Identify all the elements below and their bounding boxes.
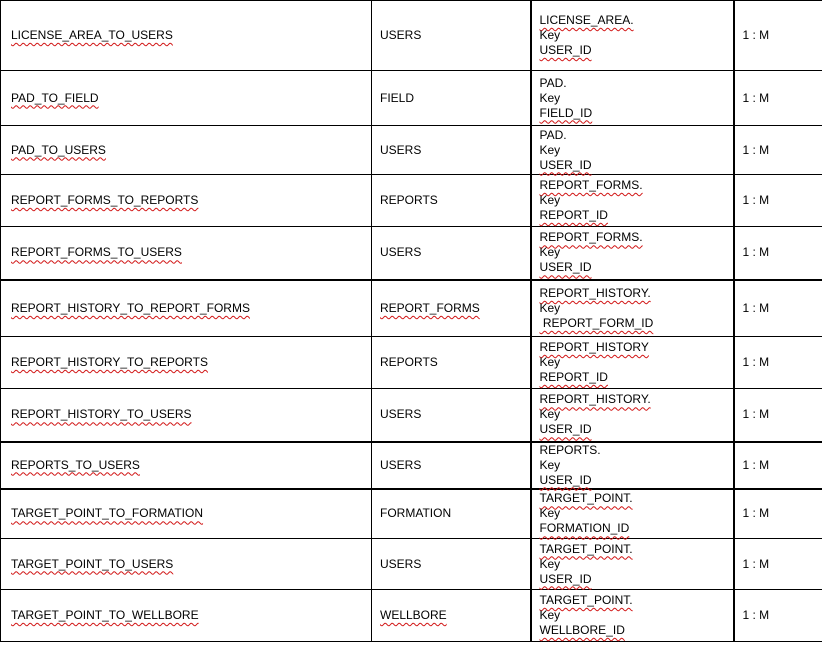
key-cell bbox=[531, 337, 734, 389]
relationship-name-cell bbox=[1, 227, 372, 280]
key-column: USER_ID bbox=[539, 472, 592, 487]
cardinality: 1 : M bbox=[742, 28, 770, 42]
relationship-name-cell bbox=[1, 489, 372, 539]
cardinality-cell bbox=[734, 337, 822, 389]
table-row bbox=[1, 489, 822, 539]
relationship-name: REPORT_HISTORY_TO_REPORTS bbox=[11, 355, 208, 369]
relationship-name-cell bbox=[1, 337, 372, 389]
table-row bbox=[1, 1, 822, 71]
table-row bbox=[1, 442, 822, 489]
table-row bbox=[1, 389, 822, 442]
key-word: Key bbox=[539, 90, 561, 105]
related-table-cell bbox=[372, 280, 531, 337]
key-cell bbox=[531, 389, 734, 442]
cardinality: 1 : M bbox=[742, 193, 770, 207]
relationship-name-cell bbox=[1, 590, 372, 642]
key-column: WELLBORE_ID bbox=[539, 623, 625, 637]
table-row bbox=[1, 71, 822, 126]
related-table: USERS bbox=[380, 407, 422, 422]
key-parent: PAD. bbox=[539, 127, 567, 142]
cardinality: 1 : M bbox=[742, 300, 770, 315]
related-table-cell bbox=[372, 227, 531, 280]
cardinality-cell bbox=[734, 175, 822, 227]
key-word: Key bbox=[539, 245, 561, 260]
related-table: USERS bbox=[380, 28, 422, 42]
related-table-cell bbox=[372, 442, 531, 489]
cardinality: 1 : M bbox=[742, 245, 770, 260]
key-word: Key bbox=[539, 355, 561, 369]
related-table: USERS bbox=[380, 245, 422, 260]
relationship-name-cell bbox=[1, 71, 372, 126]
key-cell bbox=[531, 227, 734, 280]
key-cell bbox=[531, 489, 734, 539]
cardinality: 1 : M bbox=[742, 506, 770, 521]
key-parent: PAD. bbox=[539, 75, 567, 90]
key-cell bbox=[531, 71, 734, 126]
related-table: WELLBORE bbox=[380, 608, 447, 622]
key-column: REPORT_ID bbox=[539, 370, 608, 384]
relationship-name-cell bbox=[1, 389, 372, 442]
key-parent: TARGET_POINT. bbox=[539, 491, 633, 506]
cardinality-cell bbox=[734, 539, 822, 590]
related-table-cell bbox=[372, 489, 531, 539]
cardinality-cell bbox=[734, 227, 822, 280]
key-column: USER_ID bbox=[539, 422, 592, 437]
key-cell bbox=[531, 1, 734, 71]
related-table-cell bbox=[372, 1, 531, 71]
cardinality-cell bbox=[734, 590, 822, 642]
relationship-name: PAD_TO_FIELD bbox=[11, 90, 99, 105]
cardinality: 1 : M bbox=[742, 407, 770, 422]
related-table-cell bbox=[372, 71, 531, 126]
cardinality: 1 : M bbox=[742, 608, 770, 622]
relationship-name-cell bbox=[1, 1, 372, 71]
related-table: USERS bbox=[380, 556, 422, 571]
table-row bbox=[1, 227, 822, 280]
relationship-name-cell bbox=[1, 280, 372, 337]
key-word: Key bbox=[539, 556, 561, 571]
table-row bbox=[1, 280, 822, 337]
key-parent: REPORT_FORMS. bbox=[539, 230, 643, 245]
cardinality: 1 : M bbox=[742, 355, 770, 369]
key-word: Key bbox=[539, 193, 561, 207]
cardinality: 1 : M bbox=[742, 142, 770, 157]
key-column: FORMATION_ID bbox=[539, 521, 630, 536]
related-table-cell bbox=[372, 539, 531, 590]
cardinality: 1 : M bbox=[742, 457, 770, 472]
cardinality-cell bbox=[734, 126, 822, 175]
related-table-cell bbox=[372, 175, 531, 227]
table-row bbox=[1, 590, 822, 642]
relationship-name: REPORT_HISTORY_TO_REPORT_FORMS bbox=[11, 300, 250, 315]
key-word: Key bbox=[539, 28, 561, 42]
key-cell bbox=[531, 442, 734, 489]
related-table-cell bbox=[372, 337, 531, 389]
cardinality-cell bbox=[734, 442, 822, 489]
relationship-name: REPORTS_TO_USERS bbox=[11, 457, 140, 472]
relationship-name: LICENSE_AREA_TO_USERS bbox=[11, 28, 173, 42]
relationship-name: TARGET_POINT_TO_WELLBORE bbox=[11, 608, 199, 622]
table-row bbox=[1, 337, 822, 389]
cardinality-cell bbox=[734, 280, 822, 337]
related-table: REPORTS bbox=[380, 355, 438, 369]
key-column: REPORT_ID bbox=[539, 208, 608, 222]
related-table-cell bbox=[372, 126, 531, 175]
table-row bbox=[1, 126, 822, 175]
key-parent: REPORT_HISTORY. bbox=[539, 392, 651, 407]
table-row bbox=[1, 539, 822, 590]
relationship-name: TARGET_POINT_TO_FORMATION bbox=[11, 506, 204, 521]
related-table: USERS bbox=[380, 142, 422, 157]
table-row bbox=[1, 175, 822, 227]
key-word: Key bbox=[539, 407, 561, 422]
relationship-name: PAD_TO_USERS bbox=[11, 142, 106, 157]
key-word: Key bbox=[539, 142, 561, 157]
key-word: Key bbox=[539, 457, 561, 472]
key-column: USER_ID bbox=[539, 43, 592, 57]
cardinality-cell bbox=[734, 1, 822, 71]
key-word: Key bbox=[539, 608, 561, 622]
key-parent: REPORT_HISTORY bbox=[539, 340, 649, 354]
cardinality-cell bbox=[734, 71, 822, 126]
key-parent: LICENSE_AREA. bbox=[539, 13, 634, 27]
cardinality-cell bbox=[734, 489, 822, 539]
cardinality: 1 : M bbox=[742, 90, 770, 105]
key-parent: TARGET_POINT. bbox=[539, 541, 633, 556]
relationship-name: REPORT_FORMS_TO_USERS bbox=[11, 245, 182, 260]
key-parent: REPORT_HISTORY. bbox=[539, 285, 651, 300]
key-column: USER_ID bbox=[539, 571, 592, 586]
key-column: USER_ID bbox=[539, 260, 592, 275]
relationship-name-cell bbox=[1, 539, 372, 590]
key-cell bbox=[531, 126, 734, 175]
key-cell bbox=[531, 175, 734, 227]
key-parent: TARGET_POINT. bbox=[539, 593, 633, 607]
key-parent: REPORT_FORMS. bbox=[539, 178, 643, 192]
key-column: USER_ID bbox=[539, 157, 592, 172]
related-table-cell bbox=[372, 590, 531, 642]
relationship-name-cell bbox=[1, 175, 372, 227]
relationship-name-cell bbox=[1, 126, 372, 175]
relationship-name-cell bbox=[1, 442, 372, 489]
related-table: REPORT_FORMS bbox=[380, 300, 480, 315]
key-cell bbox=[531, 590, 734, 642]
related-table: FIELD bbox=[380, 90, 415, 105]
relationship-name: TARGET_POINT_TO_USERS bbox=[11, 556, 174, 571]
key-word: Key bbox=[539, 506, 561, 521]
relationship-name: REPORT_FORMS_TO_REPORTS bbox=[11, 193, 199, 207]
related-table: USERS bbox=[380, 457, 422, 472]
key-cell bbox=[531, 280, 734, 337]
related-table-cell bbox=[372, 389, 531, 442]
key-cell bbox=[531, 539, 734, 590]
key-parent: REPORTS. bbox=[539, 442, 601, 457]
related-table: REPORTS bbox=[380, 193, 438, 207]
related-table: FORMATION bbox=[380, 506, 452, 521]
key-word: Key bbox=[539, 300, 561, 315]
key-column: REPORT_FORM_ID bbox=[539, 315, 654, 330]
relationship-name: REPORT_HISTORY_TO_USERS bbox=[11, 407, 192, 422]
cardinality-cell bbox=[734, 389, 822, 442]
key-column: FIELD_ID bbox=[539, 105, 593, 120]
cardinality: 1 : M bbox=[742, 556, 770, 571]
